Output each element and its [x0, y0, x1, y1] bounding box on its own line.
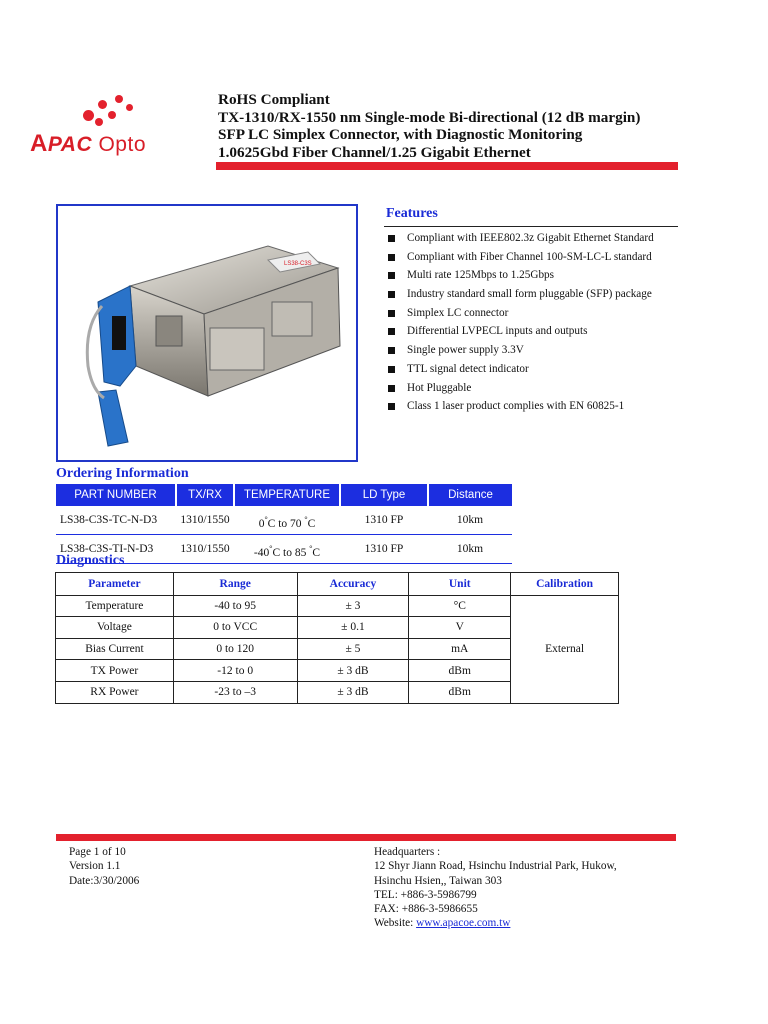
list-item: Single power supply 3.3V — [388, 344, 678, 357]
module-label-text: LS38-C3S — [284, 261, 312, 267]
list-item: Differential LVPECL inputs and outputs — [388, 325, 678, 338]
range-cell: -40 to 95 — [173, 595, 297, 617]
square-bullet-icon — [388, 403, 395, 410]
column-header: LD Type — [340, 484, 428, 506]
column-header: Accuracy — [297, 573, 409, 596]
website-link[interactable]: www.apacoe.com.tw — [416, 917, 511, 930]
list-item: Compliant with IEEE802.3z Gigabit Ethernet Standard — [388, 232, 678, 245]
ld-type-cell: 1310 FP — [340, 506, 428, 535]
header-red-bar — [216, 162, 678, 170]
square-bullet-icon — [388, 385, 395, 392]
diagnostics-table — [55, 572, 619, 704]
fax-line: FAX: +886-3-5986655 — [374, 903, 478, 916]
parameter-cell: Temperature — [56, 595, 174, 617]
date-label: Date:3/30/2006 — [69, 874, 140, 887]
part-number-cell: LS38-C3S-TI-N-D3 — [56, 535, 176, 564]
column-header: Distance — [428, 484, 512, 506]
square-bullet-icon — [388, 366, 395, 373]
list-item: TTL signal detect indicator — [388, 363, 678, 376]
address-line: 12 Shyr Jiann Road, Hsinchu Industrial Park, Hukow, — [374, 860, 617, 873]
calibration-cell: External — [511, 595, 619, 703]
ld-type-cell: 1310 FP — [340, 535, 428, 564]
range-cell: 0 to VCC — [173, 617, 297, 639]
features-heading: Features — [386, 206, 438, 221]
distance-cell: 10km — [428, 506, 512, 535]
square-bullet-icon — [388, 291, 395, 298]
square-bullet-icon — [388, 254, 395, 261]
table-row — [56, 595, 619, 617]
list-item: Multi rate 125Mbps to 1.25Gbps — [388, 269, 678, 282]
footer-contact-info — [374, 845, 617, 931]
parameter-cell: TX Power — [56, 660, 174, 682]
address-line: Hsinchu Hsien,, Taiwan 303 — [374, 874, 502, 887]
accuracy-cell: ± 3 dB — [297, 660, 409, 682]
unit-cell: dBm — [409, 681, 511, 703]
accuracy-cell: ± 3 — [297, 595, 409, 617]
footer-red-bar — [56, 834, 676, 841]
product-photo — [56, 204, 358, 462]
table-row — [56, 506, 512, 535]
accuracy-cell: ± 3 dB — [297, 681, 409, 703]
column-header: Parameter — [56, 573, 174, 596]
list-item: Class 1 laser product complies with EN 60825-1 — [388, 400, 678, 413]
temperature-cell: 0°C to 70 °C — [234, 506, 340, 535]
unit-cell: °C — [409, 595, 511, 617]
unit-cell: dBm — [409, 660, 511, 682]
txrx-cell: 1310/1550 — [176, 535, 234, 564]
column-header: Unit — [409, 573, 511, 596]
list-item: Industry standard small form pluggable (SFP) package — [388, 288, 678, 301]
range-cell: -12 to 0 — [173, 660, 297, 682]
distance-cell: 10km — [428, 535, 512, 564]
square-bullet-icon — [388, 347, 395, 354]
column-header: TEMPERATURE — [234, 484, 340, 506]
txrx-cell: 1310/1550 — [176, 506, 234, 535]
version-label: Version 1.1 — [69, 860, 121, 873]
ordering-table — [56, 484, 512, 564]
parameter-cell: Bias Current — [56, 638, 174, 660]
logo-wordmark: APAC Opto — [30, 130, 146, 157]
parameter-cell: RX Power — [56, 681, 174, 703]
square-bullet-icon — [388, 310, 395, 317]
range-cell: -23 to –3 — [173, 681, 297, 703]
unit-cell: mA — [409, 638, 511, 660]
column-header: PART NUMBER — [56, 484, 176, 506]
footer-document-info — [69, 845, 139, 888]
title-line: RoHS Compliant — [218, 91, 330, 108]
table-header-row — [56, 484, 512, 506]
square-bullet-icon — [388, 235, 395, 242]
title-line: 1.0625Gbd Fiber Channel/1.25 Gigabit Ethernet — [218, 143, 531, 161]
title-line: SFP LC Simplex Connector, with Diagnostic Monitoring — [218, 126, 583, 143]
ordering-heading: Ordering Information — [56, 466, 189, 481]
accuracy-cell: ± 5 — [297, 638, 409, 660]
diagnostics-heading: Diagnostics — [56, 553, 125, 568]
square-bullet-icon — [388, 272, 395, 279]
list-item: Compliant with Fiber Channel 100-SM-LC-L standard — [388, 251, 678, 264]
list-item: Hot Pluggable — [388, 382, 678, 395]
range-cell: 0 to 120 — [173, 638, 297, 660]
title-line: TX-1310/RX-1550 nm Single-mode Bi-directional (12 dB margin) — [218, 108, 641, 126]
column-header: TX/RX — [176, 484, 234, 506]
sfp-module-illustration — [58, 206, 356, 460]
hq-label: Headquarters : — [374, 846, 441, 858]
square-bullet-icon — [388, 328, 395, 335]
tel-line: TEL: +886-3-5986799 — [374, 888, 477, 901]
document-title — [218, 91, 748, 161]
table-header-row — [56, 573, 619, 596]
features-list — [388, 232, 678, 419]
website-line: Website: www.apacoe.com.tw — [374, 917, 511, 930]
page-number: Page 1 of 10 — [69, 846, 126, 858]
parameter-cell: Voltage — [56, 617, 174, 639]
column-header: Calibration — [511, 573, 619, 596]
column-header: Range — [173, 573, 297, 596]
temperature-cell: -40°C to 85 °C — [234, 535, 340, 564]
features-divider — [384, 226, 678, 227]
accuracy-cell: ± 0.1 — [297, 617, 409, 639]
company-logo — [28, 92, 208, 162]
list-item: Simplex LC connector — [388, 307, 678, 320]
unit-cell: V — [409, 617, 511, 639]
part-number-cell: LS38-C3S-TC-N-D3 — [56, 506, 176, 535]
